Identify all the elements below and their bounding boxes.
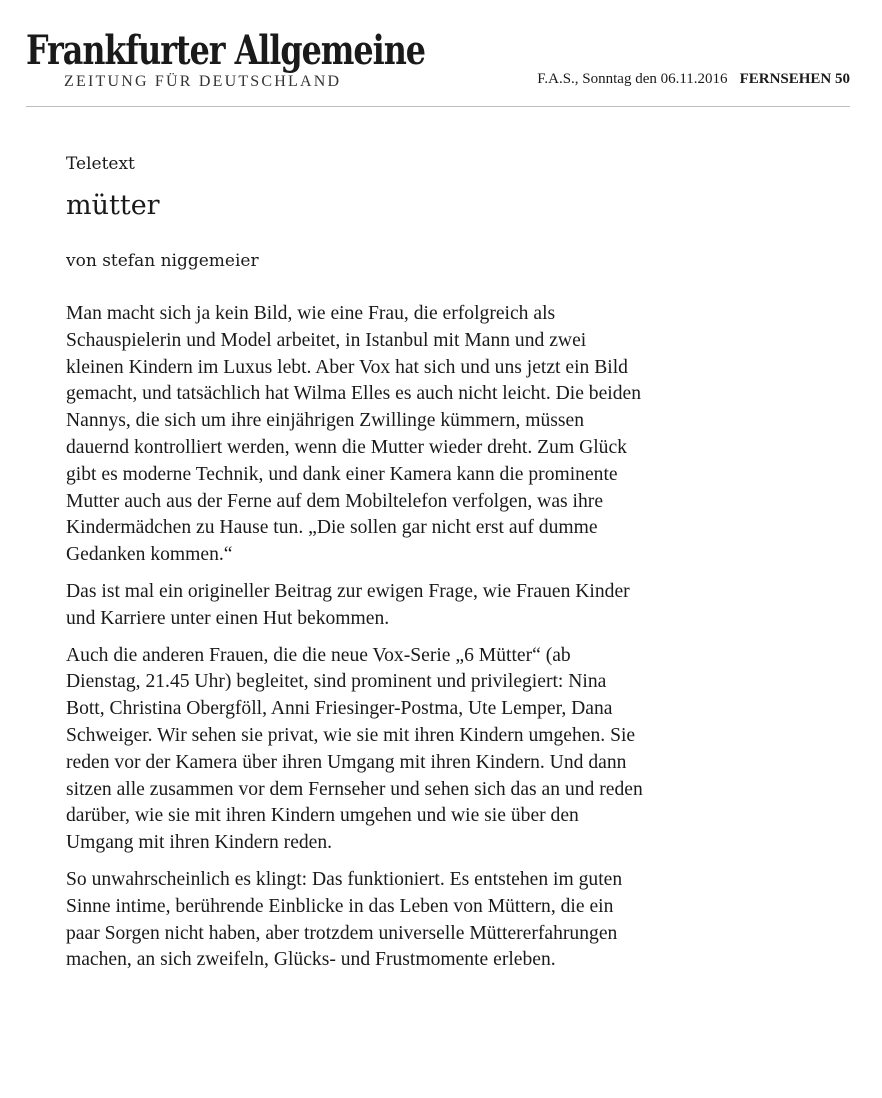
newspaper-logo: Frankfurter Allgemeine [26, 26, 426, 74]
article-body [66, 301, 646, 974]
article-paragraph: Das ist mal ein origineller Beitrag zur ewigen Frage, wie Frauen Kinder und Karriere unter einen Hut bekommen. [66, 580, 630, 629]
article-paragraph: Auch die anderen Frauen, die die neue Vox-Serie „6 Mütter“ (ab Dienstag, 21.45 Uhr) begleitet, sind prominent und privilegiert: Nina Bott, Christina Obergföll, Anni Friesinger-Postma, Ute Lemper, Dana Schweiger. Wir sehen sie privat, wie sie mit ihren Kindern umgehen. Sie reden vor der Kamera über ihren Umgang mit ihren Kindern. Und dann sitzen alle zusammen vor dem Fernseher und sehen sich das an und reden darüber, wie sie mit ihren Kindern umgehen und wie sie über den Umgang mit ihren Kindern reden. [66, 644, 643, 854]
article-paragraph: So unwahrscheinlich es klingt: Das funktioniert. Es entstehen im guten Sinne intime, berührende Einblicke in das Leben von Müttern, die ein paar Sorgen nicht haben, aber trotzdem universelle Müttererfahrungen machen, an sich zweifeln, Glücks- und Frustmomente erleben. [66, 868, 623, 971]
masthead [26, 18, 850, 107]
article-paragraph: Man macht sich ja kein Bild, wie eine Frau, die erfolgreich als Schauspielerin und Model arbeitet, in Istanbul mit Mann und zwei kleinen Kindern im Luxus lebt. Aber Vox hat sich und uns jetzt ein Bild gemacht, und tatsächlich hat Wilma Elles es auch nicht leicht. Die beiden Nannys, die sich um ihre einjährigen Zwillinge kümmern, müssen dauernd kontrolliert werden, wenn die Mutter wieder dreht. Zum Glück gibt es moderne Technik, und dank einer Kamera kann die prominente Mutter auch aus der Ferne auf dem Mobiltelefon verfolgen, was ihre Kindermädchen zu Hause tun. „Die sollen gar nicht erst auf dumme Gedanken kommen.“ [66, 303, 642, 566]
article-headline: mütter [66, 190, 160, 221]
article [66, 150, 646, 984]
article-byline: von stefan niggemeier [66, 251, 259, 271]
article-kicker: Teletext [66, 154, 135, 174]
newspaper-tagline: ZEITUNG FÜR DEUTSCHLAND [64, 73, 342, 90]
section-page: FERNSEHEN 50 [739, 71, 850, 87]
issue-info [537, 71, 850, 88]
issue-date: F.A.S., Sonntag den 06.11.2016 [537, 71, 728, 87]
